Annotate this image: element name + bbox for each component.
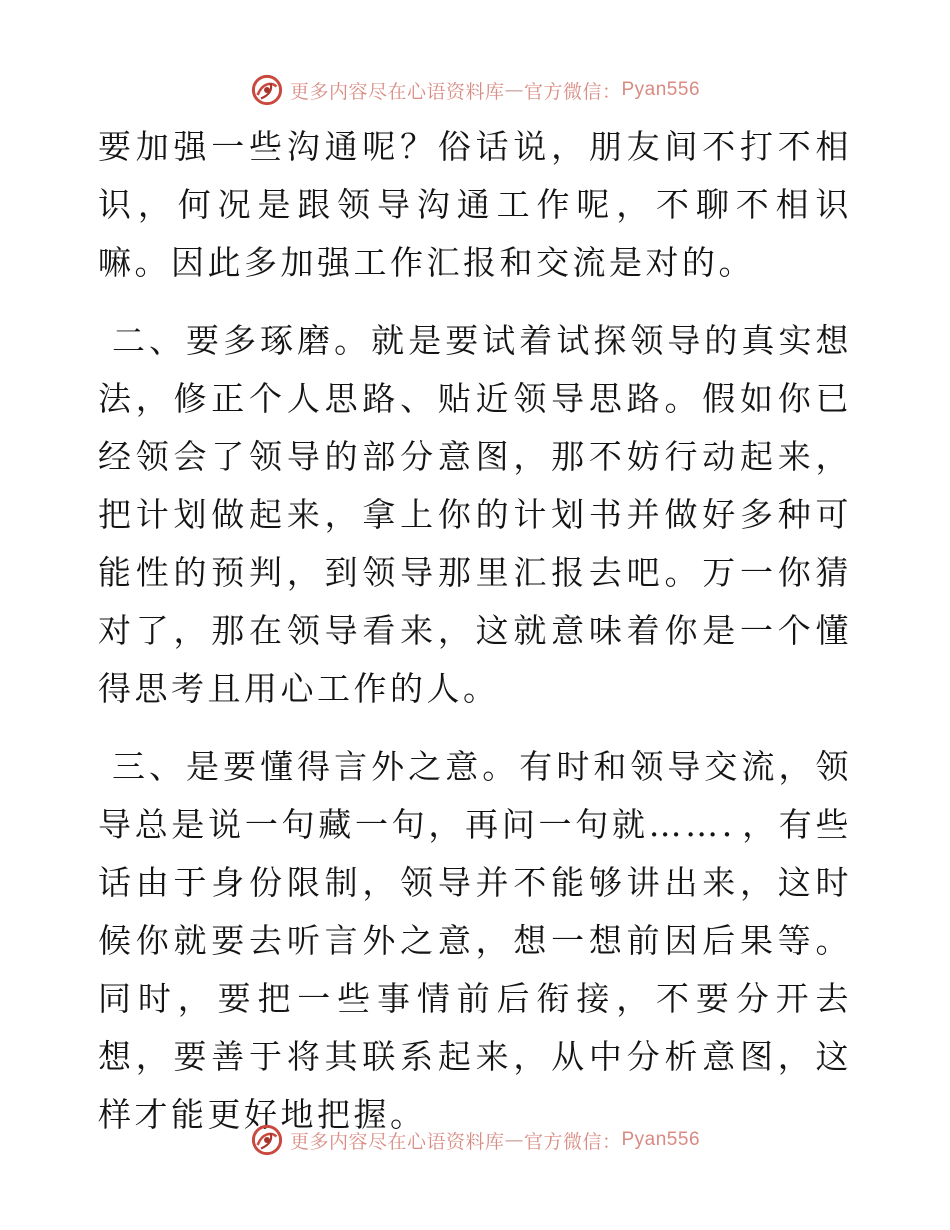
watermark-separator: — (504, 79, 524, 101)
watermark-text: 更多内容尽在心语资料库 (289, 80, 505, 103)
paragraph-1: 要加强一些沟通呢？俗话说，朋友间不打不相识，何况是跟领导沟通工作呢，不聊不相识嘛。因此多加强工作汇报和交流是对的。 (98, 127, 852, 282)
swirl-logo-icon (250, 1123, 284, 1157)
watermark-separator: — (504, 1129, 524, 1151)
document-body (98, 118, 852, 1144)
paragraph-2: 二、要多琢磨。就是要试着试探领导的真实想法，修正个人思路、贴近领导思路。假如你已经领会了领导的部分意图，那不妨行动起来，把计划做起来，拿上你的计划书并做好多种可能性的预判，到领导那里汇报去吧。万一你猜对了，那在领导看来，这就意味着你是一个懂得思考且用心工作的人。 (98, 321, 852, 708)
watermark-text: 更多内容尽在心语资料库 (289, 1130, 505, 1153)
swirl-logo-icon (250, 73, 284, 107)
watermark-suffix: 官方微信： (523, 80, 622, 103)
watermark-id: Pyan556 (621, 79, 701, 100)
header-watermark (0, 70, 950, 110)
paragraph-3: 三、是要懂得言外之意。有时和领导交流，领导总是说一句藏一句，再问一句就……．，有些话由于身份限制，领导并不能够讲出来，这时候你就要去听言外之意，想一想前因后果等。同时，要把一些事情前后衔接，不要分开去想，要善于将其联系起来，从中分析意图，这样才能更好地把握。 (98, 747, 852, 1134)
footer-watermark (0, 1120, 950, 1160)
watermark-id: Pyan556 (621, 1129, 701, 1150)
watermark-suffix: 官方微信： (523, 1130, 622, 1153)
